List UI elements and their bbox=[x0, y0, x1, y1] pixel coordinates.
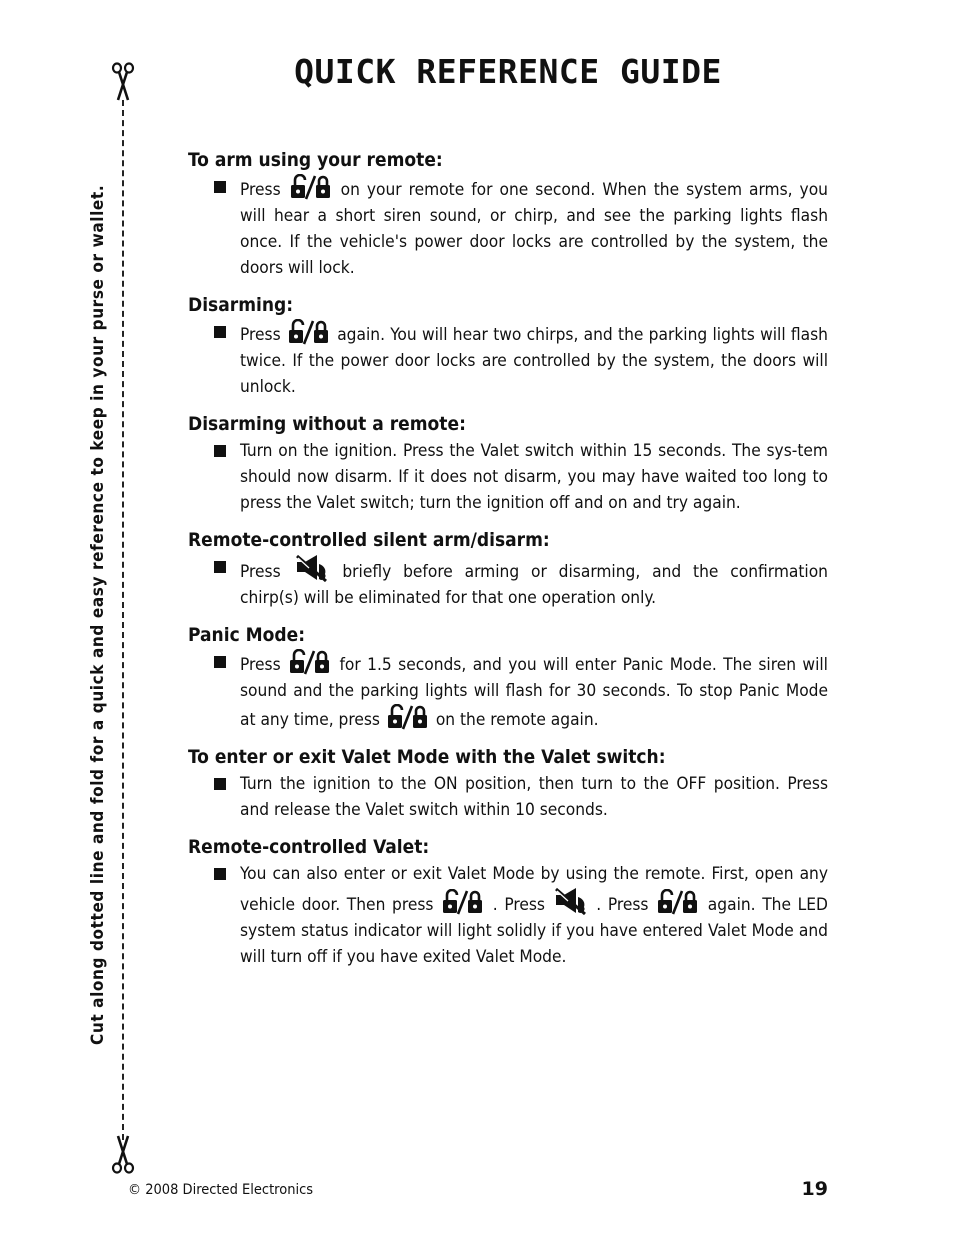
lock-unlock-button-icon bbox=[288, 319, 330, 345]
lock-unlock-button-icon bbox=[290, 174, 332, 200]
list-item bbox=[188, 554, 828, 611]
lock-unlock-button-icon bbox=[657, 889, 699, 915]
item-text: on your remote for one second. When the system arms, you will hear a short siren sound, or chirp, and see the parking lights flash once. If the vehicle's power door locks are controlled by the system, the doors will lock. bbox=[240, 180, 828, 278]
section-disarm-no-remote bbox=[188, 410, 828, 516]
item-text: on the remote again. bbox=[435, 710, 599, 730]
section-heading: Panic Mode: bbox=[188, 624, 306, 646]
square-bullet-icon bbox=[214, 778, 226, 790]
section-heading: To arm using your remote: bbox=[188, 149, 443, 171]
lock-unlock-button-icon bbox=[289, 649, 331, 675]
square-bullet-icon bbox=[214, 868, 226, 880]
item-text: Press bbox=[240, 655, 281, 675]
section-silent-arm bbox=[188, 526, 828, 611]
square-bullet-icon bbox=[214, 326, 226, 338]
item-text: for 1.5 seconds, and you will enter Panic Mode. The siren will sound and the parking lights will flash for 30 seconds. To stop Panic Mode at any time, press bbox=[240, 655, 828, 730]
item-text: again. The LED system status indicator will light solidly if you have entered Valet Mode and will turn off if you have exited Valet Mode. bbox=[240, 895, 828, 967]
item-text: Press bbox=[240, 325, 281, 345]
list-item bbox=[188, 319, 828, 400]
section-remote-valet bbox=[188, 833, 828, 970]
section-valet-switch bbox=[188, 743, 828, 823]
square-bullet-icon bbox=[214, 656, 226, 668]
fold-instruction: Cut along dotted line and fold for a quick and easy reference to keep in your purse or wallet. bbox=[88, 184, 108, 1045]
cut-line bbox=[122, 100, 124, 1140]
copyright: © 2008 Directed Electronics bbox=[128, 1182, 314, 1198]
page-title: QUICK REFERENCE GUIDE bbox=[294, 52, 722, 91]
square-bullet-icon bbox=[214, 181, 226, 193]
square-bullet-icon bbox=[214, 561, 226, 573]
mute-speaker-button-icon bbox=[295, 554, 329, 582]
item-text: . Press bbox=[492, 895, 545, 915]
guide-content bbox=[188, 146, 828, 980]
item-text: Press bbox=[240, 180, 281, 200]
section-heading: To enter or exit Valet Mode with the Valet switch: bbox=[188, 746, 666, 768]
item-text: You can also enter or exit Valet Mode by using the remote. First, open any vehicle door. Then press bbox=[240, 864, 828, 915]
section-heading: Remote-controlled silent arm/disarm: bbox=[188, 529, 550, 551]
list-item bbox=[188, 649, 828, 733]
item-text: briefly before arming or disarming, and the confirmation chirp(s) will be eliminated for that one operation only. bbox=[240, 562, 828, 608]
list-item bbox=[188, 861, 828, 970]
list-item bbox=[188, 771, 828, 823]
list-item bbox=[188, 174, 828, 281]
lock-unlock-button-icon bbox=[387, 704, 429, 730]
item-text: Press bbox=[240, 562, 281, 582]
section-heading: Remote-controlled Valet: bbox=[188, 836, 430, 858]
section-heading: Disarming: bbox=[188, 294, 294, 316]
item-text: again. You will hear two chirps, and the parking lights will flash twice. If the power door locks are controlled by the system, the doors will unlock. bbox=[240, 325, 828, 397]
section-disarm bbox=[188, 291, 828, 400]
section-heading: Disarming without a remote: bbox=[188, 413, 466, 435]
section-panic-mode bbox=[188, 621, 828, 733]
section-arm bbox=[188, 146, 828, 281]
lock-unlock-button-icon bbox=[442, 889, 484, 915]
scissors-icon bbox=[111, 62, 135, 104]
list-item bbox=[188, 438, 828, 516]
scissors-icon bbox=[111, 1132, 135, 1174]
page-number: 19 bbox=[801, 1178, 828, 1200]
item-text: Turn on the ignition. Press the Valet switch within 15 seconds. The sys-tem should now disarm. If it does not disarm, you may have waited too long to press the Valet switch; turn the ignition off and on and try again. bbox=[240, 441, 828, 513]
square-bullet-icon bbox=[214, 445, 226, 457]
mute-speaker-button-icon bbox=[554, 887, 588, 915]
item-text: . Press bbox=[596, 895, 649, 915]
item-text: Turn the ignition to the ON position, then turn to the OFF position. Press and release the Valet switch within 10 seconds. bbox=[240, 774, 828, 820]
